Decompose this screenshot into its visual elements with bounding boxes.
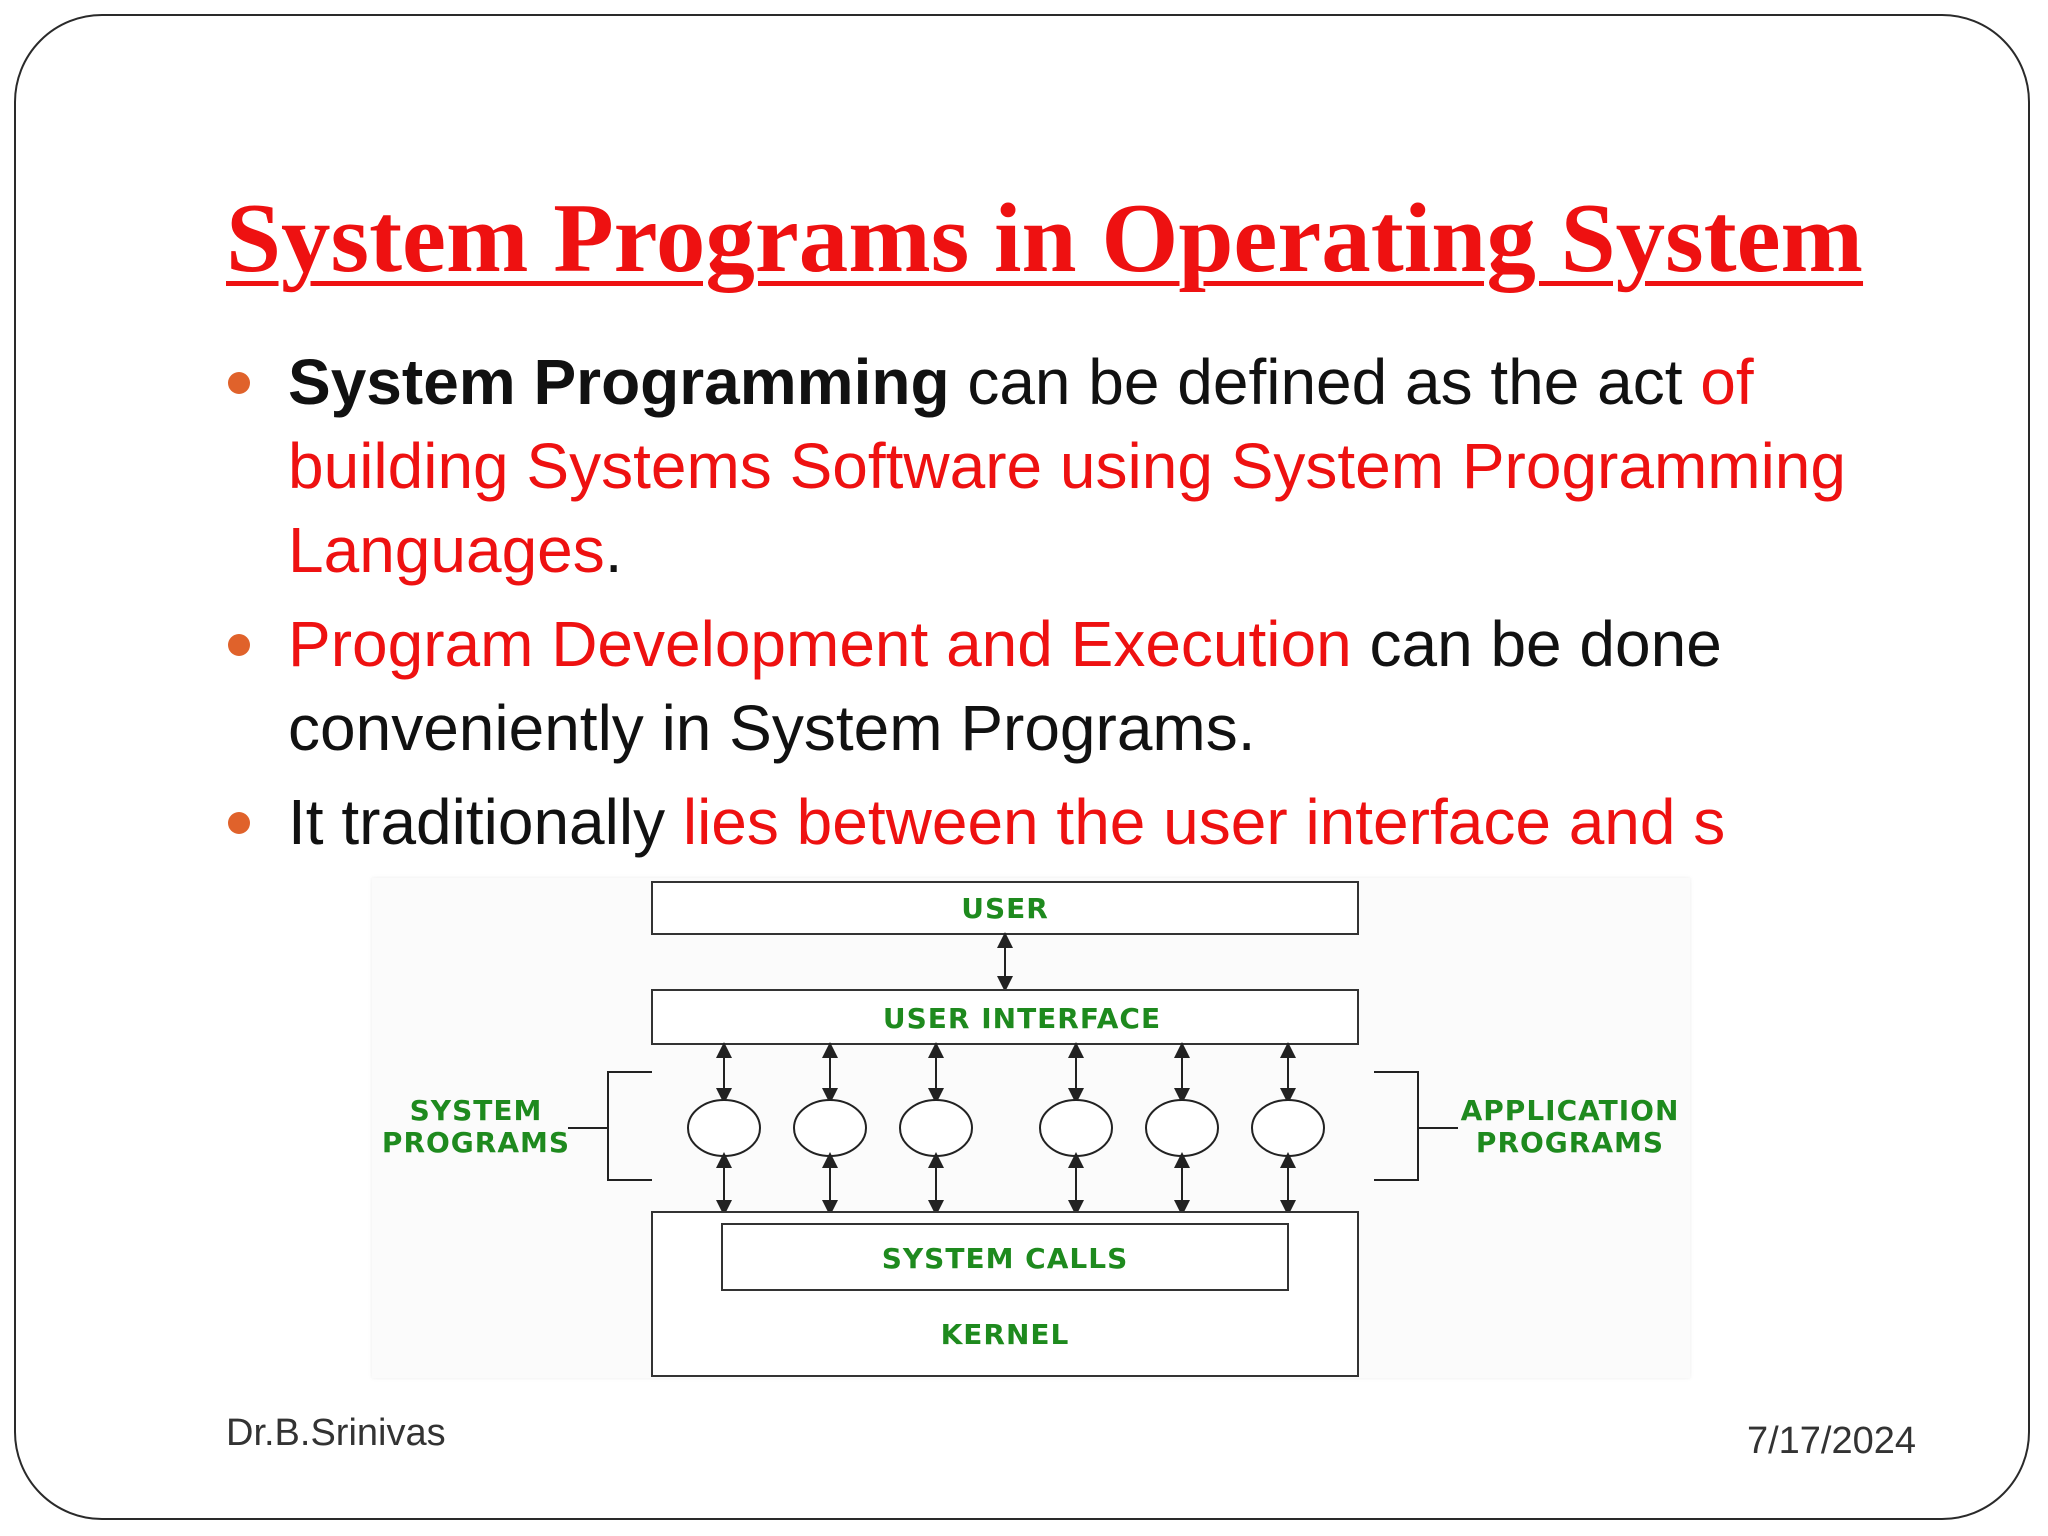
bullet-highlight: lies between the user interface and s <box>682 786 1726 858</box>
system-programs-diagram <box>372 878 1690 1378</box>
program-node <box>1252 1048 1324 1210</box>
application-programs-label-line1: APPLICATION <box>1460 1094 1680 1127</box>
footer-author: Dr.B.Srinivas <box>226 1412 446 1454</box>
system-calls-label: SYSTEM CALLS <box>881 1242 1129 1275</box>
program-node <box>688 1048 760 1210</box>
system-programs-label-line1: SYSTEM <box>409 1094 543 1127</box>
program-node <box>1146 1048 1218 1210</box>
program-nodes <box>688 1048 1324 1210</box>
user-label: USER <box>961 892 1049 925</box>
application-programs-bracket <box>1374 1072 1418 1180</box>
bullet-highlight: Program Development and Execution <box>288 608 1352 680</box>
bullet-bold-term: System Programming <box>288 346 950 418</box>
bullet-text: can be defined as the act <box>949 346 1701 418</box>
application-programs-label-line2: PROGRAMS <box>1475 1126 1665 1159</box>
slide-title: System Programs in Operating System <box>226 184 1864 293</box>
bullet-text: can be done conveniently in System Programs. <box>288 608 1722 764</box>
program-node <box>900 1048 972 1210</box>
bullet-highlight: of building Systems Software using System Programming Languages <box>288 346 1846 586</box>
bullet-list <box>226 340 1906 940</box>
user-interface-label: USER INTERFACE <box>882 1002 1162 1035</box>
bullet-item-system-programming <box>226 340 1906 592</box>
bullet-tail: . <box>604 514 623 586</box>
program-node <box>794 1048 866 1210</box>
system-programs-bracket <box>608 1072 652 1180</box>
bullet-item-program-development <box>226 602 1906 770</box>
bullet-text: It traditionally <box>288 786 683 858</box>
bullet-dot-icon <box>228 372 250 394</box>
bullet-dot-icon <box>228 812 250 834</box>
bullet-dot-icon <box>228 634 250 656</box>
system-programs-label-line2: PROGRAMS <box>381 1126 571 1159</box>
program-node <box>1040 1048 1112 1210</box>
kernel-label: KERNEL <box>940 1318 1070 1351</box>
footer-date: 7/17/2024 <box>1746 1420 1916 1462</box>
